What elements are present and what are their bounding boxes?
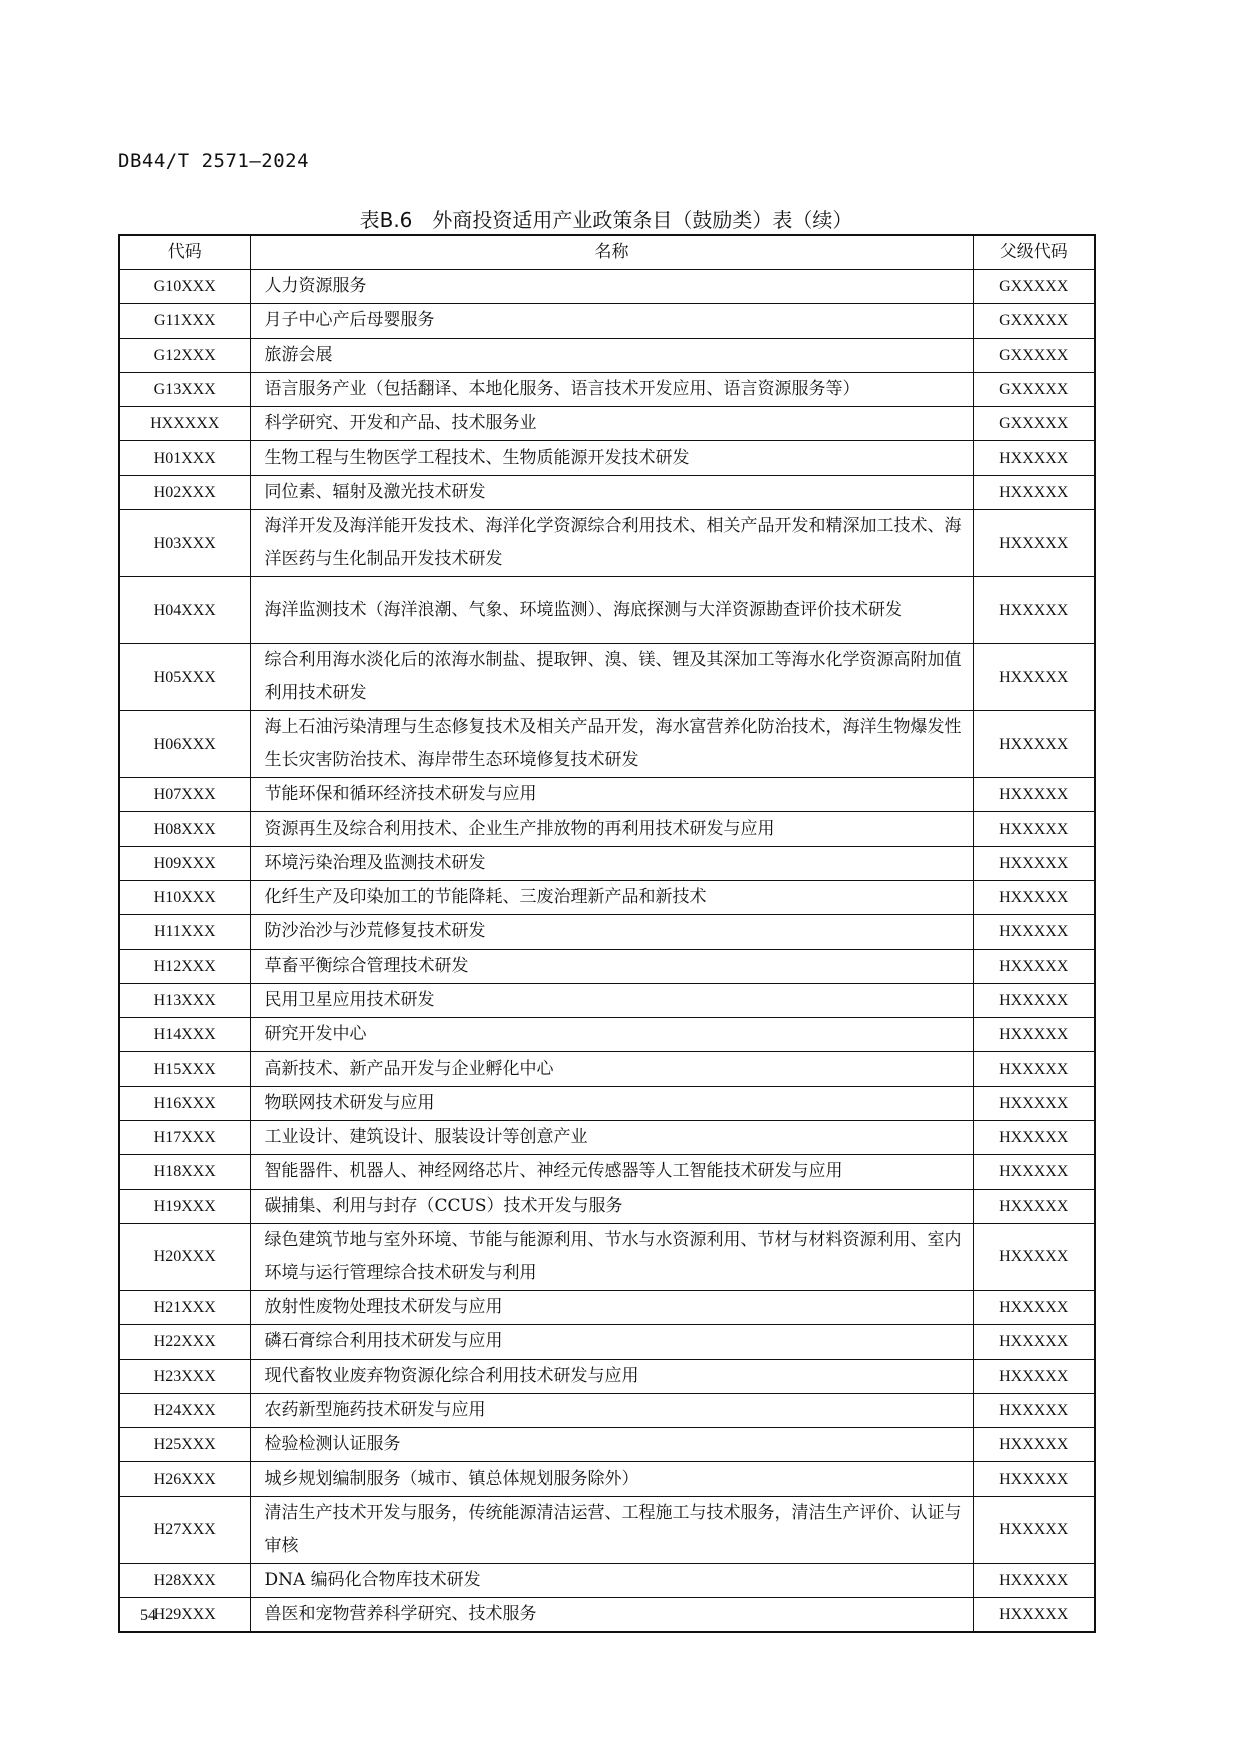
cell-name: 碳捕集、利用与封存（CCUS）技术开发与服务 bbox=[250, 1189, 973, 1223]
table-row bbox=[119, 880, 1095, 914]
cell-code: H19XXX bbox=[119, 1189, 250, 1223]
cell-name: 综合利用海水淡化后的浓海水制盐、提取钾、溴、镁、锂及其深加工等海水化学资源高附加值利用技术研发 bbox=[250, 644, 973, 711]
cell-name: 旅游会展 bbox=[250, 338, 973, 372]
table-row bbox=[119, 983, 1095, 1017]
cell-code: H04XXX bbox=[119, 577, 250, 644]
cell-parent-code: GXXXXX bbox=[973, 338, 1095, 372]
cell-code: H06XXX bbox=[119, 711, 250, 778]
cell-name: 清洁生产技术开发与服务，传统能源清洁运营、工程施工与技术服务，清洁生产评价、认证与审核 bbox=[250, 1496, 973, 1563]
cell-name: 农药新型施药技术研发与应用 bbox=[250, 1393, 973, 1427]
cell-name: 城乡规划编制服务（城市、镇总体规划服务除外） bbox=[250, 1462, 973, 1496]
cell-name: 磷石膏综合利用技术研发与应用 bbox=[250, 1325, 973, 1359]
cell-parent-code: HXXXXX bbox=[973, 1462, 1095, 1496]
cell-name: 高新技术、新产品开发与企业孵化中心 bbox=[250, 1052, 973, 1086]
cell-name: 防沙治沙与沙荒修复技术研发 bbox=[250, 915, 973, 949]
table-caption: 表B.6 外商投资适用产业政策条目（鼓励类）表（续） bbox=[359, 208, 853, 232]
cell-code: H16XXX bbox=[119, 1086, 250, 1120]
table-row bbox=[119, 270, 1095, 304]
cell-parent-code: GXXXXX bbox=[973, 270, 1095, 304]
cell-name: 月子中心产后母婴服务 bbox=[250, 304, 973, 338]
table-row bbox=[119, 510, 1095, 577]
cell-name: 检验检测认证服务 bbox=[250, 1428, 973, 1462]
cell-name: 海洋开发及海洋能开发技术、海洋化学资源综合利用技术、相关产品开发和精深加工技术、海洋医药与生化制品开发技术研发 bbox=[250, 510, 973, 577]
cell-parent-code: HXXXXX bbox=[973, 1428, 1095, 1462]
cell-code: H23XXX bbox=[119, 1359, 250, 1393]
cell-name: 人力资源服务 bbox=[250, 270, 973, 304]
cell-code: H12XXX bbox=[119, 949, 250, 983]
table-row bbox=[119, 304, 1095, 338]
cell-parent-code: HXXXXX bbox=[973, 915, 1095, 949]
cell-code: G12XXX bbox=[119, 338, 250, 372]
cell-parent-code: HXXXXX bbox=[973, 1086, 1095, 1120]
table-header-row bbox=[119, 235, 1095, 270]
cell-parent-code: HXXXXX bbox=[973, 1290, 1095, 1324]
cell-code: H01XXX bbox=[119, 441, 250, 475]
cell-name: 研究开发中心 bbox=[250, 1018, 973, 1052]
table-row bbox=[119, 1018, 1095, 1052]
page-number: 54 bbox=[140, 1607, 156, 1624]
cell-name: 节能环保和循环经济技术研发与应用 bbox=[250, 778, 973, 812]
column-header-parent: 父级代码 bbox=[973, 235, 1095, 270]
table-row bbox=[119, 577, 1095, 644]
policy-table bbox=[118, 234, 1096, 1633]
column-header-code: 代码 bbox=[119, 235, 250, 270]
table-row bbox=[119, 475, 1095, 509]
cell-code: H17XXX bbox=[119, 1121, 250, 1155]
cell-parent-code: GXXXXX bbox=[973, 304, 1095, 338]
cell-code: H11XXX bbox=[119, 915, 250, 949]
table-row bbox=[119, 949, 1095, 983]
cell-name: 科学研究、开发和产品、技术服务业 bbox=[250, 407, 973, 441]
cell-parent-code: HXXXXX bbox=[973, 1155, 1095, 1189]
table-row bbox=[119, 1598, 1095, 1633]
cell-parent-code: HXXXXX bbox=[973, 577, 1095, 644]
table-row bbox=[119, 1086, 1095, 1120]
column-header-name: 名称 bbox=[250, 235, 973, 270]
cell-parent-code: HXXXXX bbox=[973, 1563, 1095, 1597]
cell-parent-code: HXXXXX bbox=[973, 1325, 1095, 1359]
cell-code: H27XXX bbox=[119, 1496, 250, 1563]
cell-name: 草畜平衡综合管理技术研发 bbox=[250, 949, 973, 983]
cell-parent-code: HXXXXX bbox=[973, 1223, 1095, 1290]
cell-code: G13XXX bbox=[119, 372, 250, 406]
cell-parent-code: HXXXXX bbox=[973, 644, 1095, 711]
cell-name: 语言服务产业（包括翻译、本地化服务、语言技术开发应用、语言资源服务等） bbox=[250, 372, 973, 406]
table-row bbox=[119, 812, 1095, 846]
cell-parent-code: HXXXXX bbox=[973, 1018, 1095, 1052]
cell-parent-code: HXXXXX bbox=[973, 846, 1095, 880]
cell-name: 同位素、辐射及激光技术研发 bbox=[250, 475, 973, 509]
cell-code: H13XXX bbox=[119, 983, 250, 1017]
cell-code: H20XXX bbox=[119, 1223, 250, 1290]
cell-code: H02XXX bbox=[119, 475, 250, 509]
cell-parent-code: HXXXXX bbox=[973, 778, 1095, 812]
cell-parent-code: HXXXXX bbox=[973, 1496, 1095, 1563]
cell-parent-code: HXXXXX bbox=[973, 510, 1095, 577]
table-row bbox=[119, 1290, 1095, 1324]
table-row bbox=[119, 1393, 1095, 1427]
cell-parent-code: HXXXXX bbox=[973, 1598, 1095, 1633]
cell-parent-code: HXXXXX bbox=[973, 949, 1095, 983]
table-row bbox=[119, 711, 1095, 778]
cell-name: 海洋监测技术（海洋浪潮、气象、环境监测）、海底探测与大洋资源勘查评价技术研发 bbox=[250, 577, 973, 644]
cell-code: H03XXX bbox=[119, 510, 250, 577]
cell-name: 民用卫星应用技术研发 bbox=[250, 983, 973, 1017]
cell-parent-code: GXXXXX bbox=[973, 372, 1095, 406]
table-row bbox=[119, 846, 1095, 880]
cell-parent-code: HXXXXX bbox=[973, 1121, 1095, 1155]
cell-name: 环境污染治理及监测技术研发 bbox=[250, 846, 973, 880]
cell-parent-code: HXXXXX bbox=[973, 1393, 1095, 1427]
table-row bbox=[119, 338, 1095, 372]
table-row bbox=[119, 1462, 1095, 1496]
cell-name: DNA 编码化合物库技术研发 bbox=[250, 1563, 973, 1597]
cell-parent-code: HXXXXX bbox=[973, 711, 1095, 778]
table-row bbox=[119, 1155, 1095, 1189]
cell-name: 智能器件、机器人、神经网络芯片、神经元传感器等人工智能技术研发与应用 bbox=[250, 1155, 973, 1189]
cell-name: 生物工程与生物医学工程技术、生物质能源开发技术研发 bbox=[250, 441, 973, 475]
cell-code: HXXXXX bbox=[119, 407, 250, 441]
cell-code: H07XXX bbox=[119, 778, 250, 812]
cell-parent-code: HXXXXX bbox=[973, 475, 1095, 509]
cell-name: 绿色建筑节地与室外环境、节能与能源利用、节水与水资源利用、节材与材料资源利用、室内环境与运行管理综合技术研发与利用 bbox=[250, 1223, 973, 1290]
table-row bbox=[119, 1359, 1095, 1393]
cell-code: G11XXX bbox=[119, 304, 250, 338]
cell-code: H05XXX bbox=[119, 644, 250, 711]
cell-name: 现代畜牧业废弃物资源化综合利用技术研发与应用 bbox=[250, 1359, 973, 1393]
cell-code: H08XXX bbox=[119, 812, 250, 846]
cell-code: H18XXX bbox=[119, 1155, 250, 1189]
cell-code: H21XXX bbox=[119, 1290, 250, 1324]
cell-code: H28XXX bbox=[119, 1563, 250, 1597]
cell-code: H29XXX bbox=[119, 1598, 250, 1633]
table-row bbox=[119, 1496, 1095, 1563]
cell-code: H09XXX bbox=[119, 846, 250, 880]
table-row bbox=[119, 778, 1095, 812]
cell-parent-code: HXXXXX bbox=[973, 812, 1095, 846]
cell-code: G10XXX bbox=[119, 270, 250, 304]
cell-name: 海上石油污染清理与生态修复技术及相关产品开发，海水富营养化防治技术，海洋生物爆发性生长灾害防治技术、海岸带生态环境修复技术研发 bbox=[250, 711, 973, 778]
table-row bbox=[119, 441, 1095, 475]
table-row bbox=[119, 1563, 1095, 1597]
cell-parent-code: HXXXXX bbox=[973, 441, 1095, 475]
cell-name: 物联网技术研发与应用 bbox=[250, 1086, 973, 1120]
cell-parent-code: HXXXXX bbox=[973, 983, 1095, 1017]
cell-code: H14XXX bbox=[119, 1018, 250, 1052]
table-row bbox=[119, 1189, 1095, 1223]
table-row bbox=[119, 1121, 1095, 1155]
table-row bbox=[119, 1223, 1095, 1290]
cell-code: H25XXX bbox=[119, 1428, 250, 1462]
cell-parent-code: HXXXXX bbox=[973, 1189, 1095, 1223]
cell-parent-code: GXXXXX bbox=[973, 407, 1095, 441]
cell-parent-code: HXXXXX bbox=[973, 880, 1095, 914]
table-row bbox=[119, 915, 1095, 949]
cell-name: 兽医和宠物营养科学研究、技术服务 bbox=[250, 1598, 973, 1633]
cell-code: H22XXX bbox=[119, 1325, 250, 1359]
cell-name: 资源再生及综合利用技术、企业生产排放物的再利用技术研发与应用 bbox=[250, 812, 973, 846]
table-row bbox=[119, 407, 1095, 441]
table-row bbox=[119, 1428, 1095, 1462]
cell-code: H10XXX bbox=[119, 880, 250, 914]
cell-code: H26XXX bbox=[119, 1462, 250, 1496]
cell-code: H15XXX bbox=[119, 1052, 250, 1086]
document-code: DB44/T 2571—2024 bbox=[118, 150, 310, 172]
cell-name: 放射性废物处理技术研发与应用 bbox=[250, 1290, 973, 1324]
table-body bbox=[119, 270, 1095, 1633]
cell-code: H24XXX bbox=[119, 1393, 250, 1427]
cell-name: 化纤生产及印染加工的节能降耗、三废治理新产品和新技术 bbox=[250, 880, 973, 914]
cell-parent-code: HXXXXX bbox=[973, 1052, 1095, 1086]
cell-name: 工业设计、建筑设计、服装设计等创意产业 bbox=[250, 1121, 973, 1155]
cell-parent-code: HXXXXX bbox=[973, 1359, 1095, 1393]
table-row bbox=[119, 1052, 1095, 1086]
table-row bbox=[119, 372, 1095, 406]
table-row bbox=[119, 1325, 1095, 1359]
table-row bbox=[119, 644, 1095, 711]
policy-table-container bbox=[118, 234, 1094, 1633]
